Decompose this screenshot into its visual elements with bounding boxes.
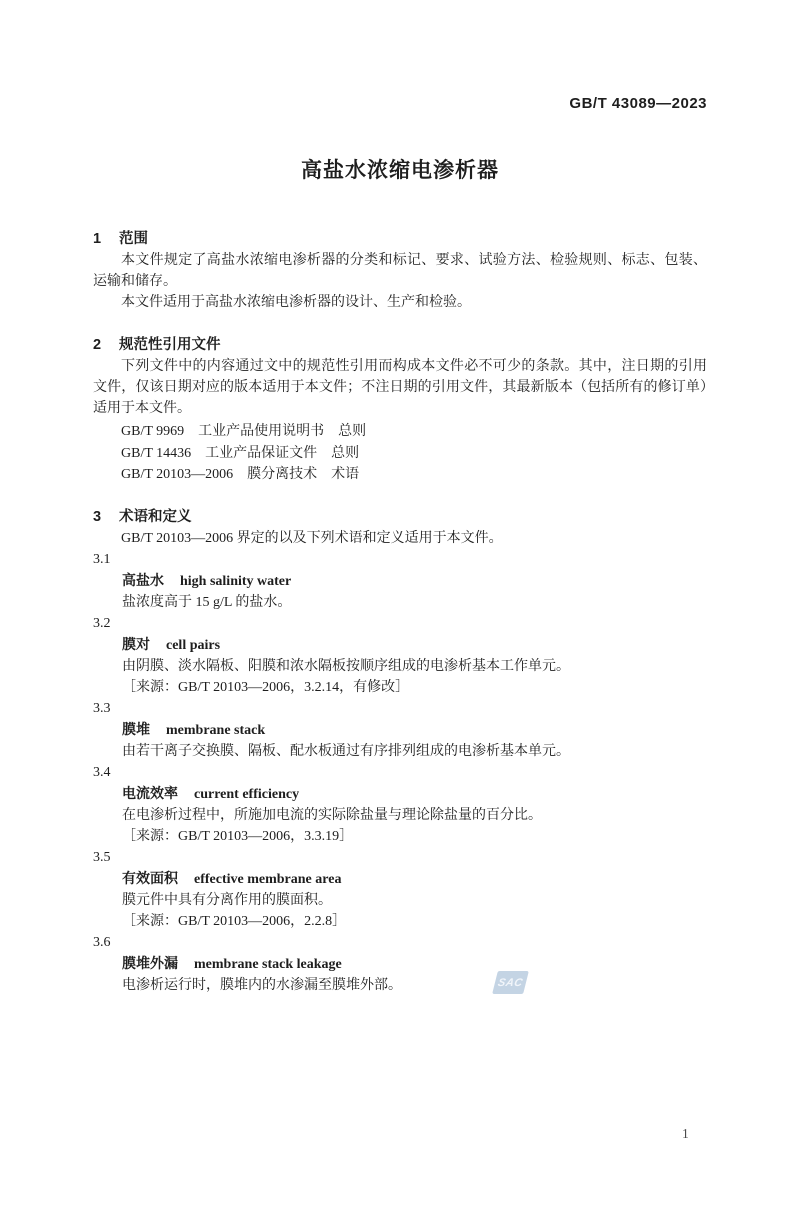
standard-number: GB/T 43089—2023 bbox=[569, 95, 707, 112]
term-definition: 由阴膜、淡水隔板、阳膜和浓水隔板按顺序组成的电渗析基本工作单元。 bbox=[122, 658, 570, 674]
term-number: 3.1 bbox=[93, 551, 111, 567]
section-heading-terms-definitions bbox=[93, 507, 707, 528]
term-name-line bbox=[93, 570, 707, 592]
section-title: 范围 bbox=[119, 231, 148, 247]
term-en: cell pairs bbox=[166, 637, 221, 653]
term-zh: 膜对 bbox=[122, 635, 150, 652]
page-number: 1 bbox=[682, 1126, 689, 1141]
term-zh: 膜堆 bbox=[122, 720, 150, 737]
term-block bbox=[93, 847, 707, 932]
term-name-line bbox=[93, 634, 707, 656]
scope-paragraph-1: 本文件规定了高盐水浓缩电渗析器的分类和标记、要求、试验方法、检验规则、标志、包装、运输和储存。 bbox=[93, 253, 707, 289]
term-source: ［来源：GB/T 20103—2006，3.3.19］ bbox=[122, 828, 354, 844]
section-number: 1 bbox=[93, 231, 102, 247]
reference-item: GB/T 14436 工业产品保证文件 总则 bbox=[121, 445, 360, 461]
reference-item: GB/T 9969 工业产品使用说明书 总则 bbox=[121, 424, 367, 439]
term-en: current efficiency bbox=[194, 786, 300, 802]
term-number: 3.6 bbox=[93, 934, 111, 950]
section-title: 术语和定义 bbox=[119, 508, 192, 525]
scope-paragraph-2: 本文件适用于高盐水浓缩电渗析器的设计、生产和检验。 bbox=[121, 295, 471, 310]
term-block bbox=[93, 549, 707, 613]
term-name-line bbox=[93, 783, 707, 805]
term-definition: 盐浓度高于 15 g/L 的盐水。 bbox=[122, 594, 292, 610]
term-zh: 有效面积 bbox=[122, 869, 178, 886]
term-source: ［来源：GB/T 20103—2006，2.2.8］ bbox=[122, 913, 347, 929]
term-number: 3.4 bbox=[93, 764, 111, 780]
normative-references-intro: 下列文件中的内容通过文中的规范性引用而构成本文件必不可少的条款。其中，注日期的引用文件，仅该日期对应的版本适用于本文件；不注日期的引用文件，其最新版本（包括所有的修订单）适用于本文件。 bbox=[93, 359, 707, 416]
section-heading-normative-references bbox=[93, 335, 707, 356]
term-number: 3.3 bbox=[93, 700, 111, 716]
term-definition: 膜元件中具有分离作用的膜面积。 bbox=[122, 892, 332, 908]
section-heading-scope bbox=[93, 229, 707, 250]
term-en: high salinity water bbox=[180, 573, 292, 589]
sac-watermark-logo bbox=[492, 971, 529, 994]
term-en: membrane stack bbox=[166, 722, 266, 738]
reference-list bbox=[93, 421, 707, 486]
term-number: 3.2 bbox=[93, 615, 111, 631]
term-en: membrane stack leakage bbox=[194, 956, 342, 972]
term-number: 3.5 bbox=[93, 849, 111, 865]
section-number: 2 bbox=[93, 337, 102, 353]
term-definition: 在电渗析过程中，所施加电流的实际除盐量与理论除盐量的百分比。 bbox=[122, 807, 542, 823]
term-block bbox=[93, 613, 707, 698]
document-title: 高盐水浓缩电渗析器 bbox=[301, 159, 499, 182]
section-number: 3 bbox=[93, 508, 102, 525]
term-definition: 电渗析运行时，膜堆内的水渗漏至膜堆外部。 bbox=[122, 977, 402, 993]
term-zh: 电流效率 bbox=[122, 784, 178, 801]
term-zh: 膜堆外漏 bbox=[122, 954, 178, 971]
sac-watermark-text: SAC bbox=[496, 976, 525, 989]
terms-intro: GB/T 20103—2006 界定的以及下列术语和定义适用于本文件。 bbox=[121, 530, 503, 546]
term-block bbox=[93, 698, 707, 762]
term-en: effective membrane area bbox=[194, 871, 342, 887]
document-page bbox=[0, 95, 794, 996]
term-block bbox=[93, 762, 707, 847]
term-name-line bbox=[93, 868, 707, 890]
term-block bbox=[93, 932, 707, 996]
term-definition: 由若干离子交换膜、隔板、配水板通过有序排列组成的电渗析基本单元。 bbox=[122, 743, 570, 759]
term-zh: 高盐水 bbox=[122, 571, 164, 588]
terms-list bbox=[93, 549, 707, 996]
term-name-line bbox=[93, 953, 707, 975]
term-name-line bbox=[93, 719, 707, 741]
section-title: 规范性引用文件 bbox=[119, 337, 221, 353]
term-source: ［来源：GB/T 20103—2006，3.2.14，有修改］ bbox=[122, 679, 410, 695]
reference-item: GB/T 20103—2006 膜分离技术 术语 bbox=[121, 467, 360, 482]
